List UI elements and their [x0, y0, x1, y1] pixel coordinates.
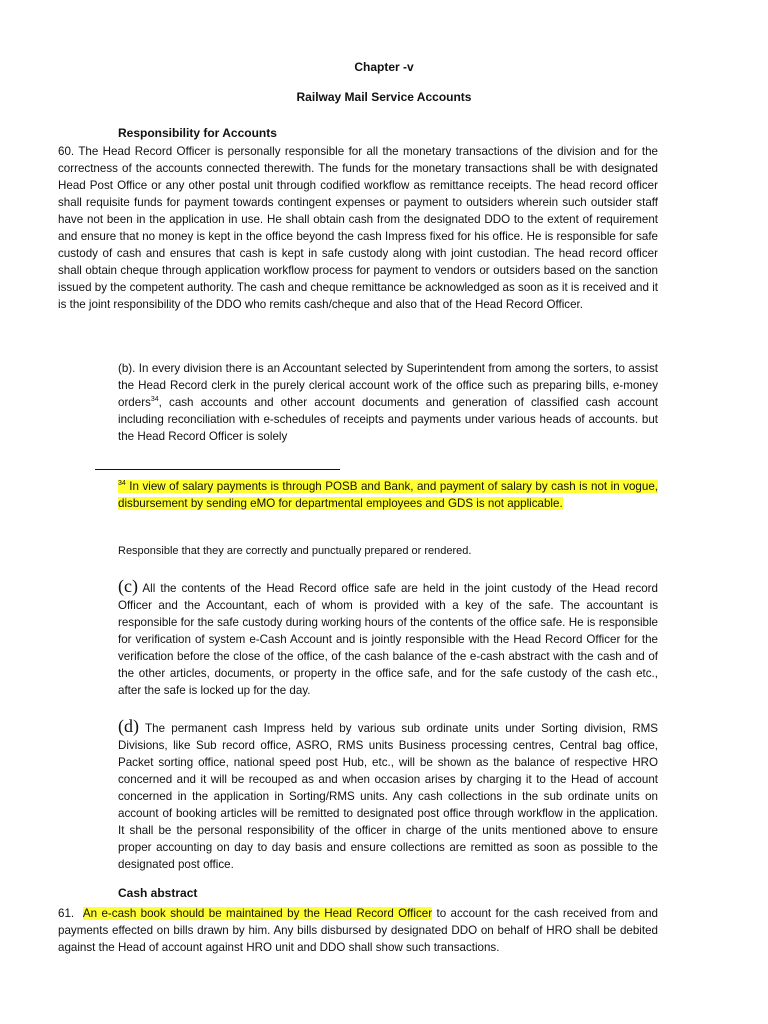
paragraph-b: [118, 360, 658, 445]
paragraph-text: to account for the cash received from and payments effected on bills drawn by him. Any bills disbursed by designated DDO on behalf of HRO shall be debited against the Head of account against HRO unit and DDO shall show such transactions.: [58, 907, 658, 954]
paragraph-c: [118, 578, 658, 699]
paragraph-number: 61.: [58, 907, 75, 920]
paragraph-text-continued: , cash accounts and other account documents and generation of classified cash account including reconciliation with e-schedules of receipts and payments under various heads of accounts. but the Head Record Officer is solely: [118, 396, 658, 443]
chapter-label: Chapter -v: [354, 60, 414, 74]
paragraph-letter: (d): [118, 716, 139, 736]
paragraph-text: The permanent cash Impress held by various sub ordinate units under Sorting division, RMS Divisions, like Sub record office, ASRO, RMS units Business processing centres, Central bag office, Packet sorting office, national speed post Hub, etc., will be shown as the balance of respective HRO concerned and it will be recouped as and when occasion arises by charging it to the Head of account concerned in the application in Sorting/RMS units. Any cash collections in the sub ordinate units on account of booking articles will be remitted to designated post office through workflow in the application. It shall be the personal responsibility of the officer in charge of the units mentioned above to ensure proper accounting on day to day basis and ensure collections are remitted as soon as possible to the designated post office.: [118, 722, 658, 871]
paragraph-letter: (c): [118, 576, 138, 596]
cash-abstract-heading: Cash abstract: [118, 886, 198, 900]
footnote-text: In view of salary payments is through POSB and Bank, and payment of salary by cash is not in vogue, disbursement by sending eMO for departmental employees and GDS is not applicable.: [118, 480, 658, 510]
paragraph-continuation: Responsible that they are correctly and punctually prepared or rendered.: [118, 545, 472, 557]
paragraph-d: [118, 718, 658, 873]
footnote-separator: [95, 469, 340, 470]
paragraph-text: All the contents of the Head Record office safe are held in the joint custody of the Head record Officer and the Accountant, each of whom is provided with a key of the safe. The accountant is responsible for the safe custody during working hours of the contents of the office safe. He is responsible for verification of system e-Cash Account and is jointly responsible with the Head Record Officer for the verification before the close of the office, of the cash balance of the e-cash abstract with the cash and of the other articles, documents, or property in the office safe, and for the safe custody of the cash etc., after the safe is locked up for the day.: [118, 582, 658, 697]
paragraph-61: [58, 905, 658, 956]
footnote: [118, 478, 658, 512]
footnote-highlight: [118, 480, 658, 510]
paragraph-number: 60.: [58, 145, 75, 158]
paragraph-60: [58, 143, 658, 313]
section-heading: Responsibility for Accounts: [118, 126, 277, 140]
footnote-reference: 34: [150, 396, 159, 404]
paragraph-text: (b). In every division there is an Accountant selected by Superintendent from among the sorters, to assist the Head Record clerk in the purely clerical account work of the office such as preparing bills, e-money orders: [118, 362, 658, 409]
footnote-marker: 34: [118, 480, 126, 488]
paragraph-text: The Head Record Officer is personally responsible for all the monetary transactions of the division and for the correctness of the accounts connected therewith. The funds for the monetary transactions shall be with designated Head Post Office or any other postal unit through codified workflow as remittance receipts. The head record officer shall requisite funds for payment towards contingent expenses or payment to outsiders wherein such outsider staff have not been in the application in use. He shall obtain cash from the designated DDO to the extent of requirement and ensure that no money is kept in the office beyond the cash Impress fixed for his office. He is responsible for safe custody of cash and ensures that cash is kept in safe custody along with joint custodian. The head record officer shall obtain cheque through application workflow process for payment to vendors or outsiders based on the sanction issued by the competent authority. The cash and cheque remittance be acknowledged as soon as it is received and it is the joint responsibility of the DDO who remits cash/cheque and also that of the Head Record Officer.: [58, 145, 658, 311]
page-title: Railway Mail Service Accounts: [296, 90, 472, 104]
highlighted-text: An e-cash book should be maintained by the Head Record Officer: [82, 907, 433, 920]
